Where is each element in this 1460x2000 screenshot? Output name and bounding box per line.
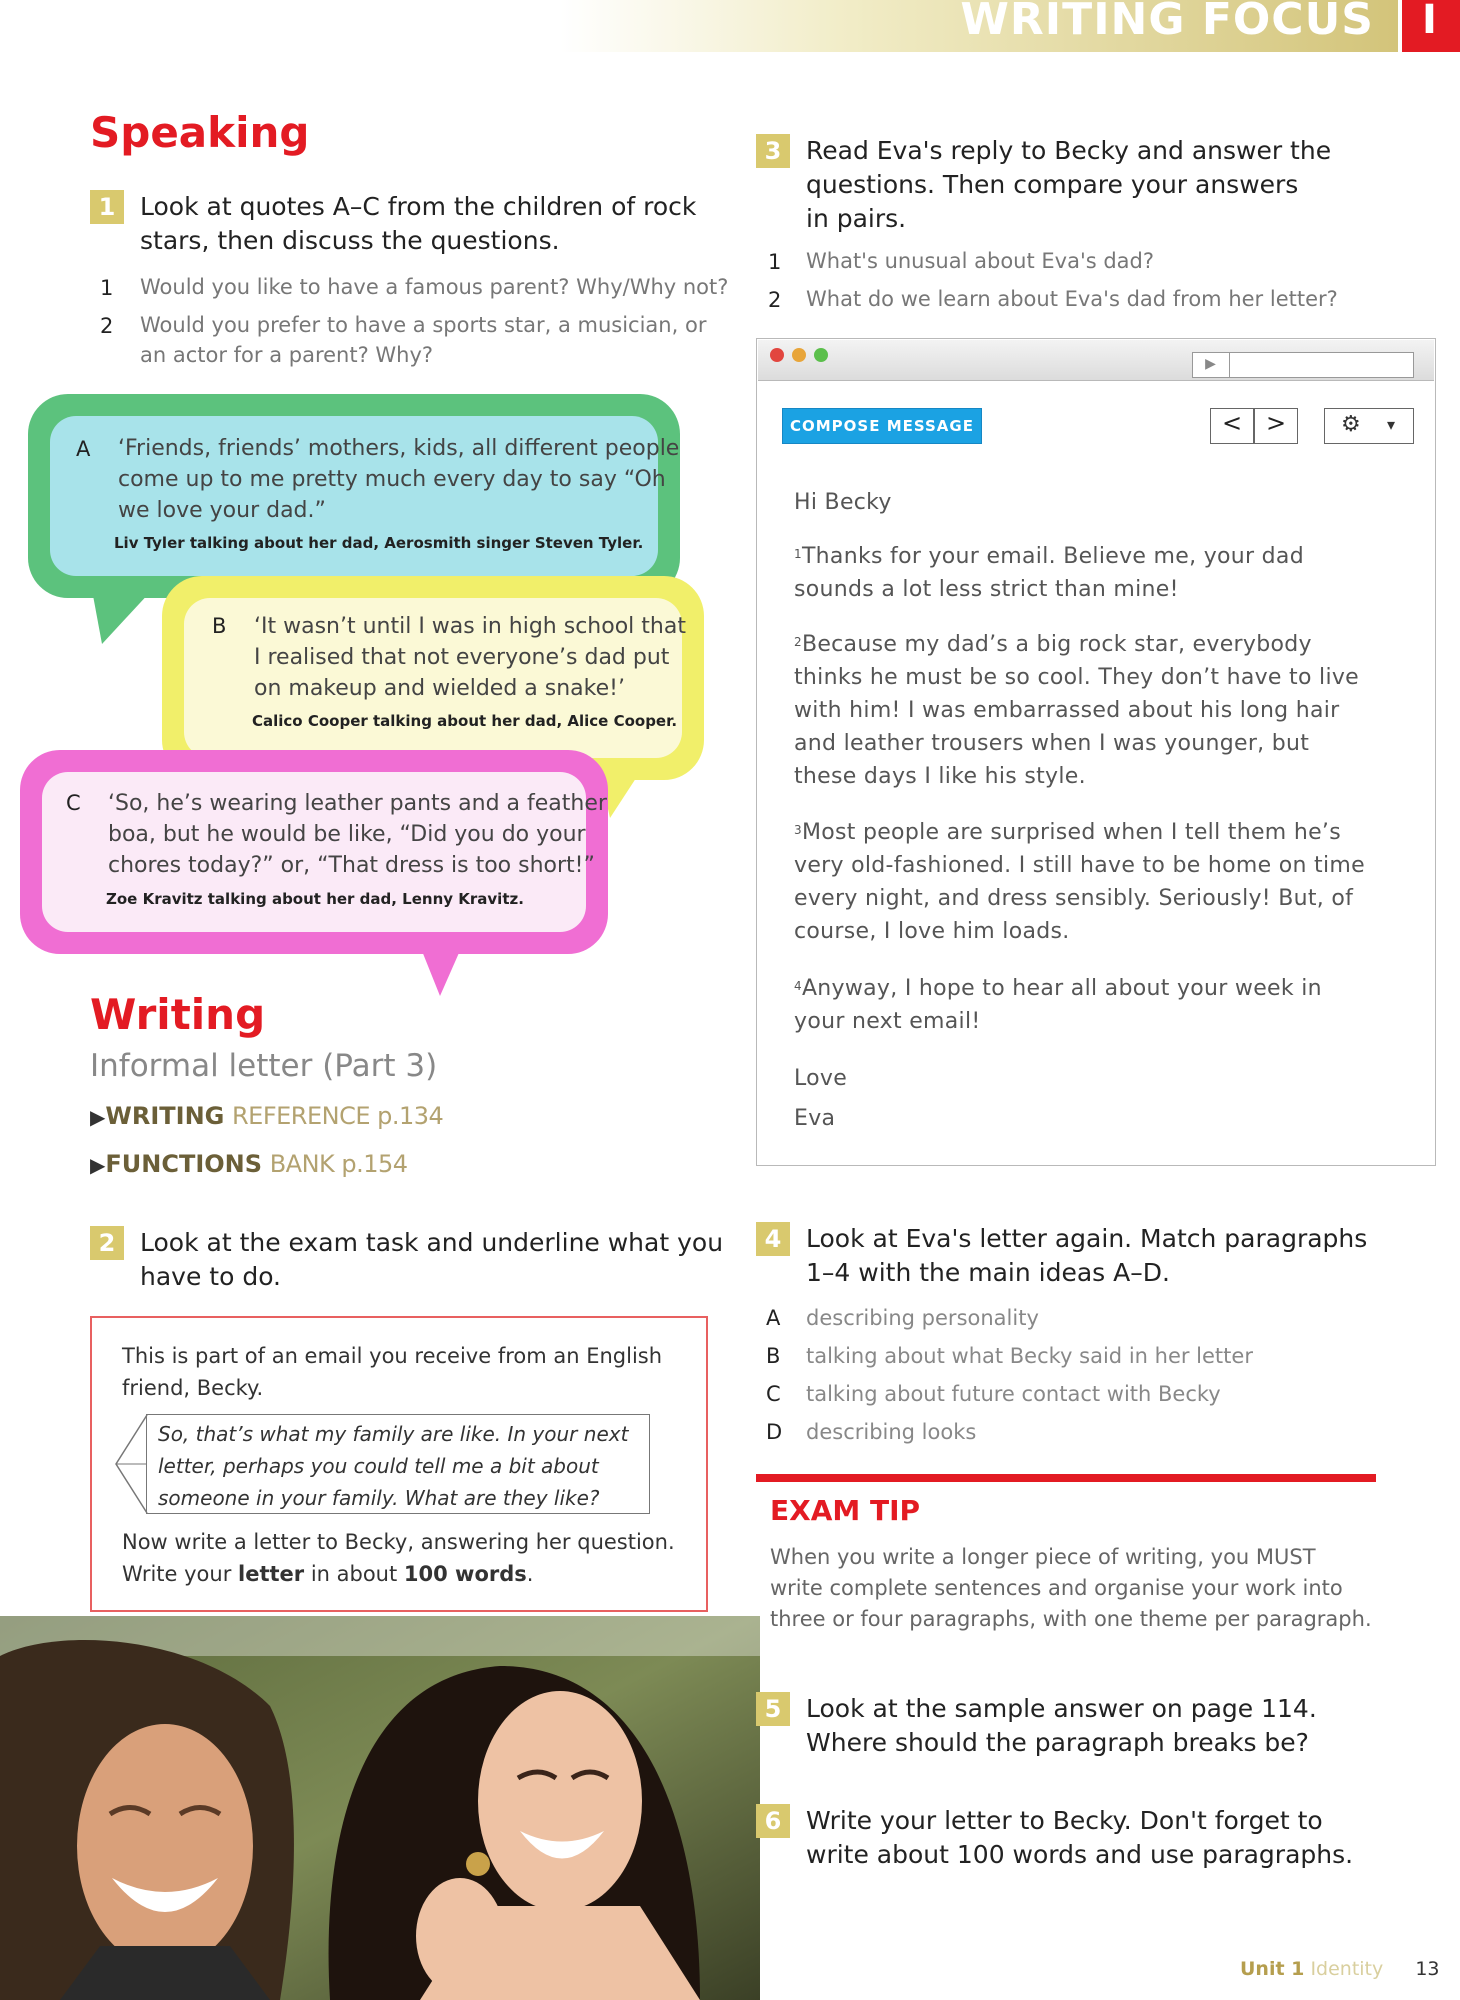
- arrow-right-icon: ▶: [90, 1105, 106, 1129]
- email-paragraph: $^1$Thanks for your email. Believe me, your dad sounds a lot less strict than mine!: [794, 544, 1304, 602]
- celebrity-photo: [0, 1616, 760, 2000]
- task-4-instruction: Look at Eva's letter again. Match paragraphs 1–4 with the main ideas A–D.: [806, 1224, 1368, 1287]
- email-excerpt-text: So, that’s what my family are like. In your next letter, perhaps you could tell me a bit about someone in your family. What are they like?: [158, 1422, 629, 1510]
- task-number-badge: 3: [756, 134, 790, 168]
- quote-text: ‘Friends, friends’ mothers, kids, all different people come up to me pretty much every day to say “Oh we love your dad.”: [118, 436, 680, 523]
- arrow-right-icon: ▶: [90, 1153, 106, 1177]
- email-paragraph: $^4$Anyway, I hope to hear all about your week in your next email!: [794, 976, 1322, 1034]
- option-text: talking about what Becky said in her letter: [806, 1344, 1253, 1368]
- question-number: 1: [768, 250, 782, 274]
- task-number-badge: 6: [756, 1804, 790, 1838]
- writing-title: Writing: [90, 990, 266, 1039]
- option-letter: B: [766, 1344, 781, 1368]
- footer-unit: Unit 1: [1240, 1958, 1305, 1980]
- maximize-window-icon[interactable]: [814, 348, 828, 362]
- section-heading: WRITING FOCUS: [960, 0, 1374, 45]
- task-number-badge: 4: [756, 1222, 790, 1256]
- quote-attribution: Calico Cooper talking about her dad, Alice Cooper.: [252, 712, 678, 730]
- task-2-instruction: Look at the exam task and underline what you have to do.: [140, 1228, 724, 1291]
- exam-task-intro: This is part of an email you receive from an English friend, Becky.: [122, 1344, 663, 1400]
- task-number-badge: 2: [90, 1226, 124, 1260]
- option-text: talking about future contact with Becky: [806, 1382, 1221, 1406]
- settings-dropdown-button[interactable]: [1324, 408, 1414, 444]
- task-number-badge: 5: [756, 1692, 790, 1726]
- question-number: 1: [100, 276, 114, 300]
- question-text: Would you like to have a famous parent? Why/Why not?: [140, 275, 729, 299]
- gear-icon: ⚙: [1341, 412, 1361, 437]
- email-signature: Eva: [794, 1106, 836, 1131]
- task-3-instruction: Read Eva's reply to Becky and answer the questions. Then compare your answers in pairs.: [806, 136, 1332, 233]
- quote-letter: A: [76, 437, 91, 461]
- speaking-title: Speaking: [90, 108, 310, 157]
- quote-letter: B: [212, 614, 227, 638]
- option-letter: C: [766, 1382, 781, 1406]
- task-number-badge: 1: [90, 190, 124, 224]
- unit-tab: I: [1402, 0, 1460, 52]
- option-letter: A: [766, 1306, 781, 1330]
- question-number: 2: [768, 288, 782, 312]
- question-text: What's unusual about Eva's dad?: [806, 249, 1155, 273]
- exam-tip-title: EXAM TIP: [770, 1494, 921, 1527]
- email-paragraph: $^2$Because my dad’s a big rock star, everybody thinks he must be so cool. They don’t have to live with him! I was embarrassed about his long hair and leather trousers when I was younger, but these days I like his style.: [794, 632, 1360, 789]
- task-1-instruction: Look at quotes A–C from the children of rock stars, then discuss the questions.: [140, 192, 697, 255]
- chevron-down-icon: ▾: [1387, 415, 1396, 434]
- quote-attribution: Liv Tyler talking about her dad, Aerosmith singer Steven Tyler.: [114, 534, 644, 552]
- quote-text: ‘It wasn’t until I was in high school that I realised that not everyone’s dad put on makeup and wielded a snake!’: [254, 614, 686, 701]
- quote-letter: C: [66, 791, 81, 815]
- close-window-icon[interactable]: [770, 348, 784, 362]
- quote-attribution: Zoe Kravitz talking about her dad, Lenny Kravitz.: [106, 890, 524, 908]
- question-text: Would you prefer to have a sports star, a musician, or an actor for a parent? Why?: [140, 313, 707, 367]
- note-fold-icon: [114, 1414, 148, 1514]
- question-number: 2: [100, 314, 114, 338]
- page-footer: [1240, 1958, 1440, 1980]
- writing-subtitle: Informal letter (Part 3): [90, 1048, 438, 1084]
- page-number: 13: [1415, 1958, 1440, 1980]
- previous-message-button[interactable]: <: [1210, 408, 1254, 444]
- exam-tip-rule: [756, 1474, 1376, 1482]
- option-text: describing personality: [806, 1306, 1039, 1330]
- footer-topic: Identity: [1310, 1958, 1384, 1980]
- speech-bubble-tail: [92, 590, 152, 644]
- option-text: describing looks: [806, 1420, 977, 1444]
- task-5-instruction: Look at the sample answer on page 114. Where should the paragraph breaks be?: [806, 1694, 1317, 1757]
- option-letter: D: [766, 1420, 783, 1444]
- email-greeting: Hi Becky: [794, 490, 892, 515]
- writing-reference-link[interactable]: ▶WRITING REFERENCE p.134: [90, 1102, 444, 1130]
- email-paragraph: $^3$Most people are surprised when I tell them he’s very old-fashioned. I still have to be home on time every night, and dress sensibly. Seriously! But, of course, I love him loads.: [794, 820, 1365, 944]
- functions-bank-link[interactable]: ▶FUNCTIONS BANK p.154: [90, 1150, 408, 1178]
- play-icon[interactable]: ▶: [1192, 352, 1230, 378]
- exam-task-instruction: Now write a letter to Becky, answering her question. Write your letter in about 100 words.: [122, 1530, 675, 1586]
- next-message-button[interactable]: >: [1254, 408, 1298, 444]
- exam-tip-text: When you write a longer piece of writing, you MUST write complete sentences and organise your work into three or four paragraphs, with one theme per paragraph.: [770, 1545, 1372, 1631]
- task-6-instruction: Write your letter to Becky. Don't forget to write about 100 words and use paragraphs.: [806, 1806, 1354, 1869]
- question-text: What do we learn about Eva's dad from her letter?: [806, 287, 1338, 311]
- email-closing: Love: [794, 1066, 848, 1091]
- quote-text: ‘So, he’s wearing leather pants and a feather boa, but he would be like, “Did you do your chores today?” or, “That dress is too short!”: [108, 791, 607, 878]
- minimize-window-icon[interactable]: [792, 348, 806, 362]
- compose-message-button[interactable]: COMPOSE MESSAGE: [782, 408, 982, 444]
